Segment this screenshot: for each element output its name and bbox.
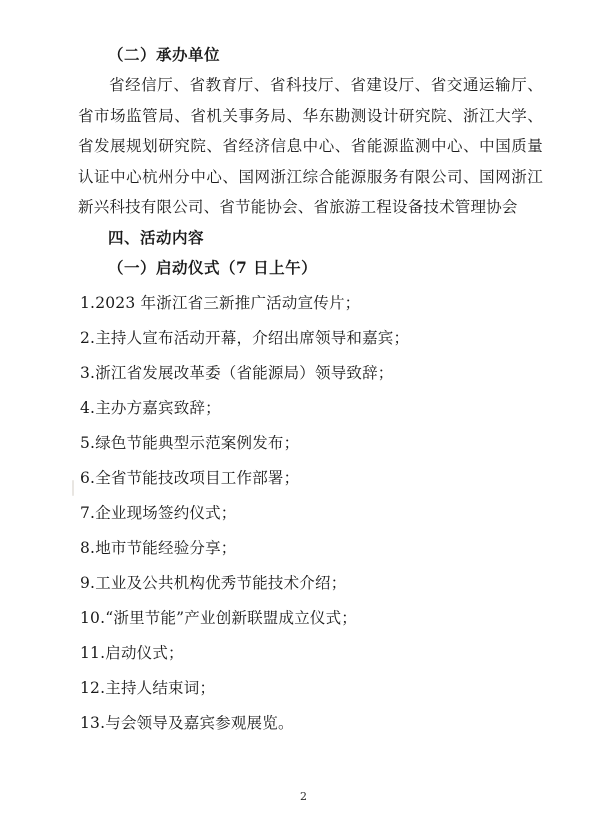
list-item: 4.主办方嘉宾致辞； xyxy=(80,398,221,417)
page-number: 2 xyxy=(300,790,307,803)
list-item: 3.浙江省发展改革委（省能源局）领导致辞； xyxy=(80,363,394,382)
section-heading-organizers: （二）承办单位 xyxy=(108,45,221,64)
agenda-list xyxy=(78,286,543,741)
list-item: 5.绿色节能典型示范案例发布； xyxy=(80,433,300,452)
list-item: 2.主持人宣布活动开幕，介绍出席领导和嘉宾； xyxy=(80,328,410,347)
list-item: 13.与会领导及嘉宾参观展览。 xyxy=(80,713,294,732)
list-item: 9.工业及公共机构优秀节能技术介绍； xyxy=(80,573,347,592)
margin-mark xyxy=(72,480,74,496)
organizers-paragraph: 省经信厅、省教育厅、省科技厅、省建设厅、省交通运输厅、省市场监管局、省机关事务局、华东勘测设计研究院、浙江大学、省发展规划研究院、省经济信息中心、省能源监测中心、中国质量认证中心杭州分中心、国网浙江综合能源服务有限公司、国网浙江新兴科技有限公司、省节能协会、省旅游工程设备技术管理协会 xyxy=(78,76,543,216)
list-item: 1.2023 年浙江省三新推广活动宣传片； xyxy=(80,293,361,312)
list-item: 8.地市节能经验分享； xyxy=(80,538,237,557)
section-heading-activity-content: 四、活动内容 xyxy=(108,227,205,247)
list-item: 11.启动仪式； xyxy=(80,643,184,662)
list-item: 12.主持人结束词； xyxy=(80,678,216,697)
list-item: 10.“浙里节能”产业创新联盟成立仪式； xyxy=(80,608,357,627)
section-heading-opening-ceremony: （一）启动仪式（7 日上午） xyxy=(108,257,318,277)
list-item: 6.全省节能技改项目工作部署； xyxy=(80,468,300,487)
list-item: 7.企业现场签约仪式； xyxy=(80,503,237,522)
